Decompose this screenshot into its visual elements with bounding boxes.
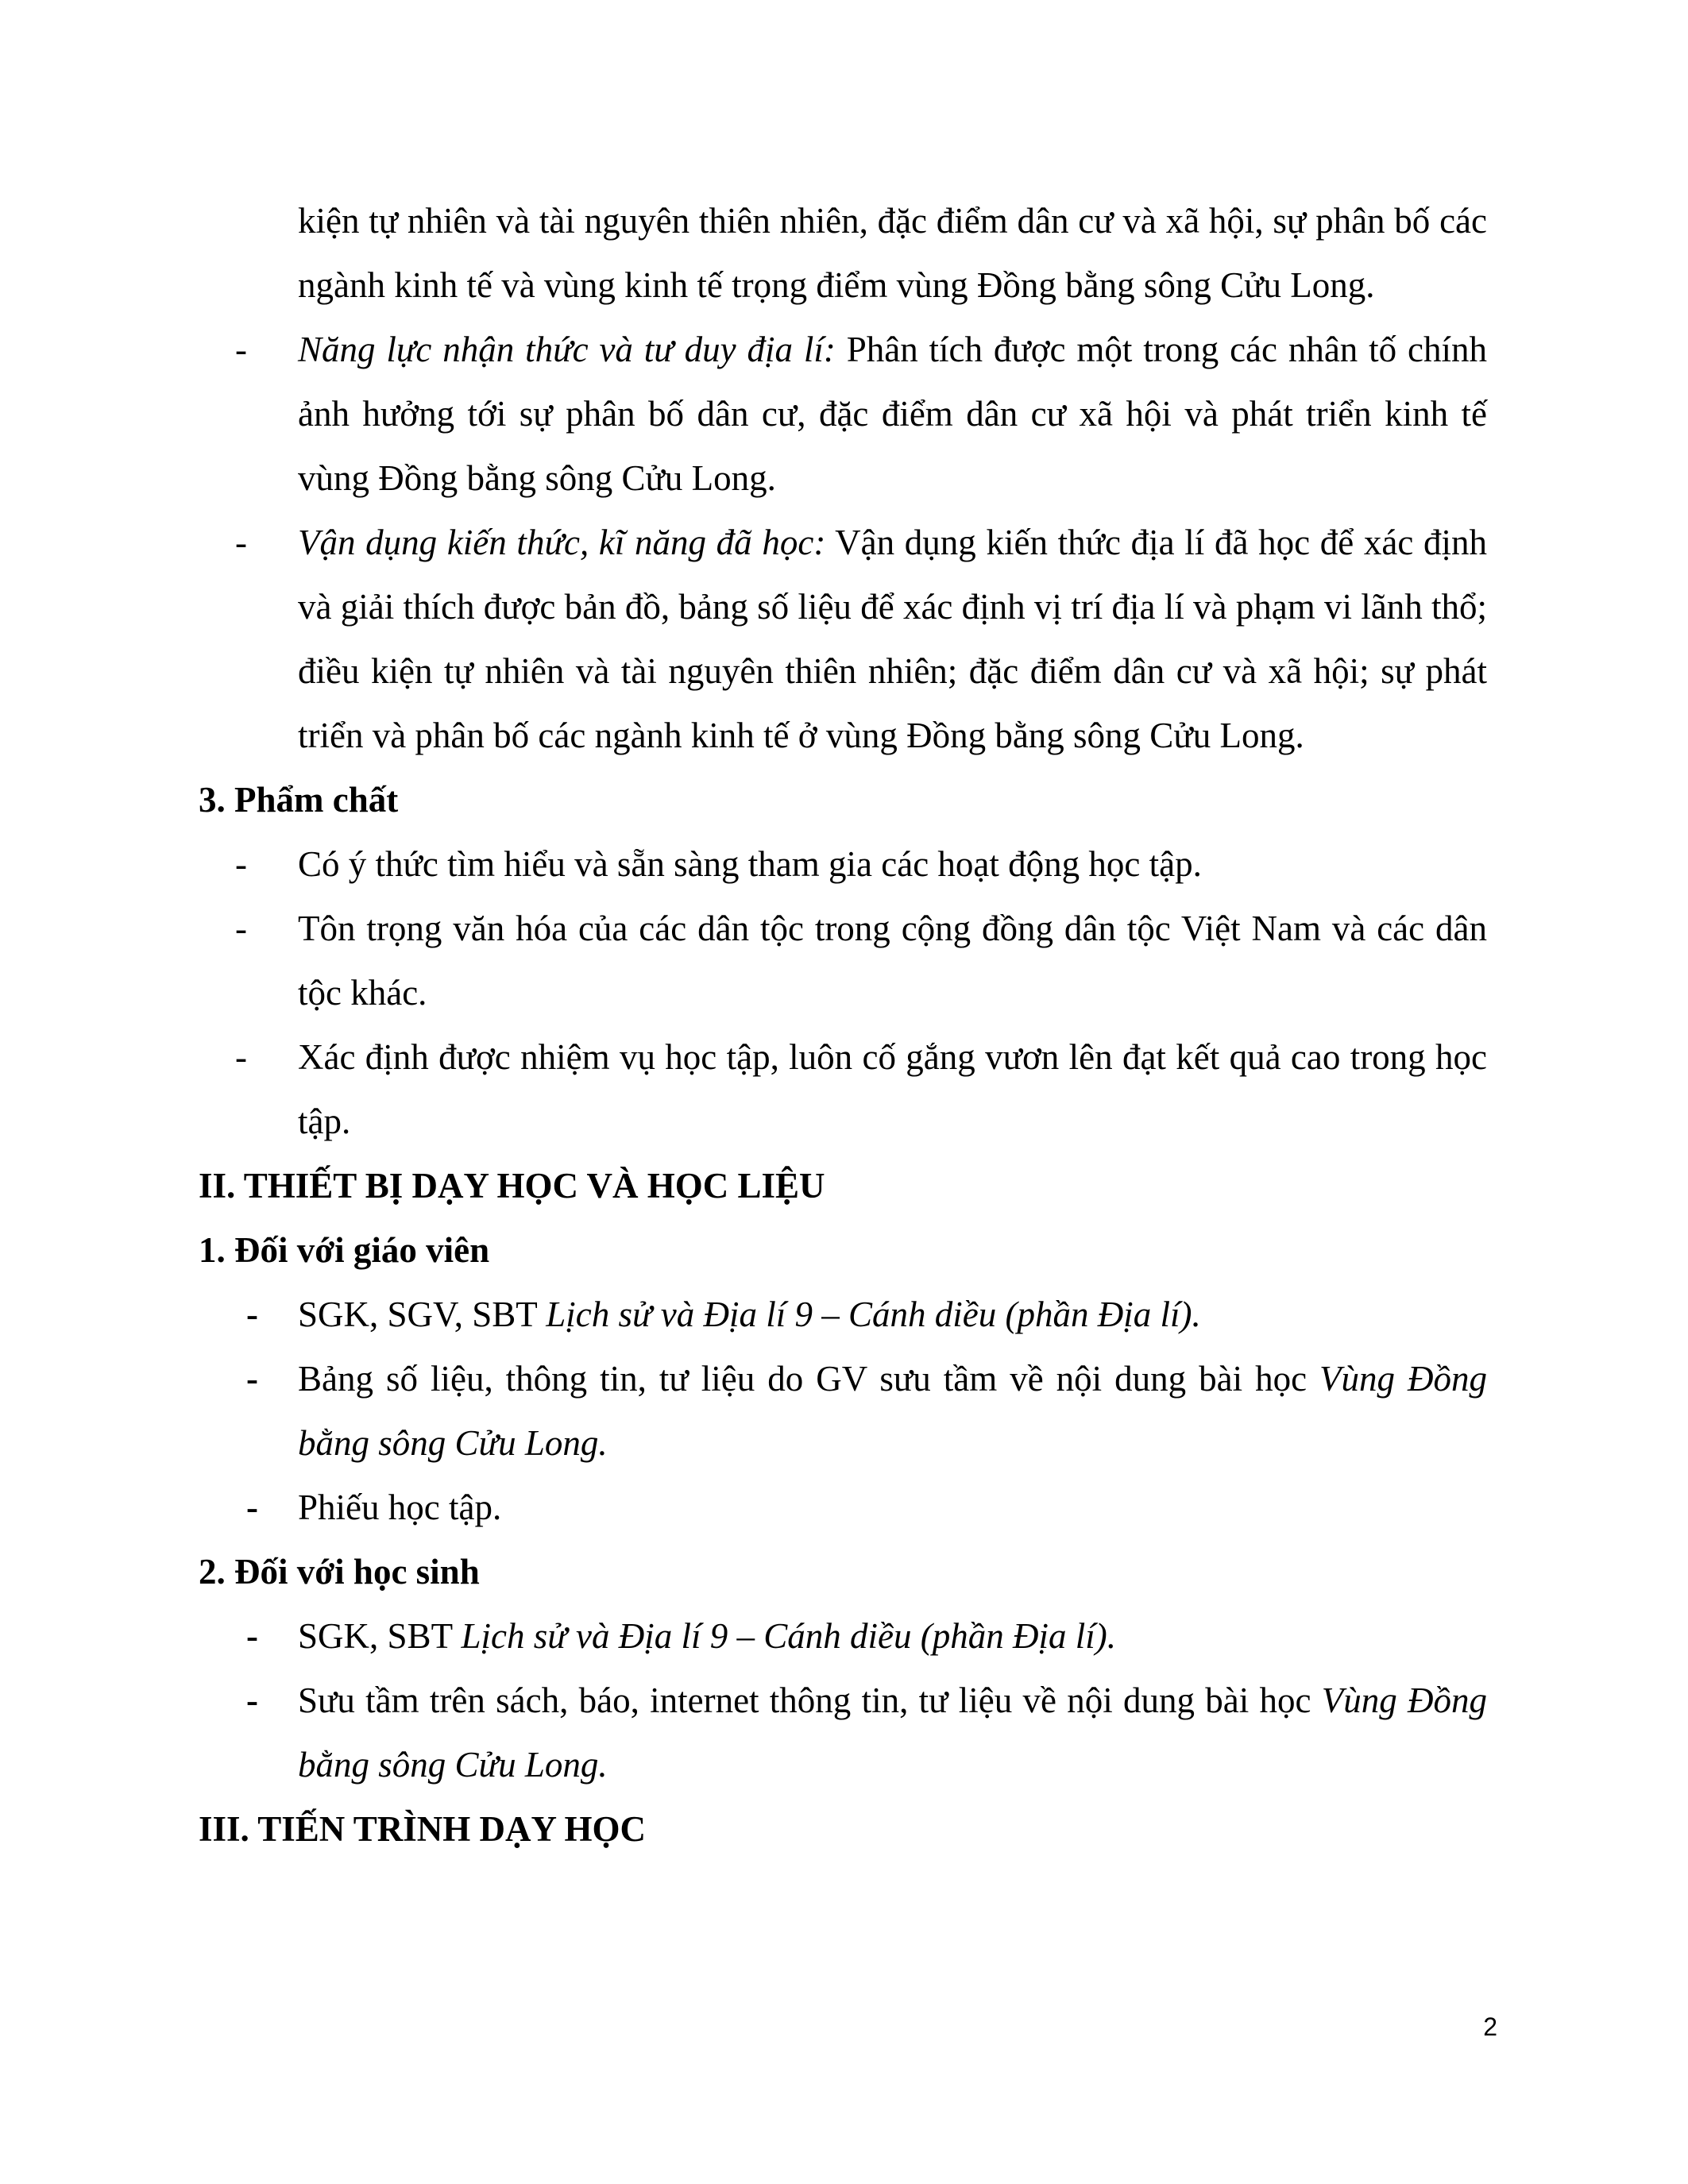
item-title-italic: Vùng Đồng bằng sông Cửu Long. (298, 1359, 1487, 1463)
list-dash: - (235, 330, 247, 369)
item-text: Sưu tầm trên sách, báo, internet thông tin, tư liệu về nội dung bài học (298, 1680, 1322, 1720)
list-dash: - (246, 1616, 258, 1656)
item-text: Phiếu học tập. (298, 1488, 502, 1527)
item-title-italic: Lịch sử và Địa lí 9 – Cánh diều (phần Địa lí). (461, 1616, 1117, 1656)
equipment-heading: II. THIẾT BỊ DẠY HỌC VÀ HỌC LIỆU (199, 1166, 825, 1206)
quality-item (199, 832, 1487, 897)
item-title-italic: Vùng Đồng bằng sông Cửu Long. (298, 1680, 1487, 1785)
list-dash: - (246, 1359, 258, 1399)
list-dash: - (235, 523, 247, 562)
page-number: 2 (1483, 2012, 1497, 2041)
student-item (199, 1604, 1487, 1669)
list-dash: - (246, 1488, 258, 1527)
quality-text: Có ý thức tìm hiểu và sẵn sàng tham gia các hoạt động học tập. (298, 844, 1202, 884)
quality-item (199, 897, 1487, 1025)
list-dash: - (235, 1037, 247, 1077)
student-heading: 2. Đối với học sinh (199, 1552, 480, 1592)
process-heading: III. TIẾN TRÌNH DẠY HỌC (199, 1809, 647, 1849)
intro-paragraph: kiện tự nhiên và tài nguyên thiên nhiên, đặc điểm dân cư và xã hội, sự phân bố các ngành kinh tế và vùng kinh tế trọng điểm vùng Đồng bằng sông Cửu Long. (298, 201, 1487, 305)
quality-text: Xác định được nhiệm vụ học tập, luôn cố gắng vươn lên đạt kết quả cao trong học tập. (298, 1037, 1487, 1141)
qualities-heading: 3. Phẩm chất (199, 780, 399, 820)
item-text: SGK, SBT (298, 1616, 462, 1656)
competency-item (199, 318, 1487, 511)
student-item (199, 1669, 1487, 1797)
quality-text: Tôn trọng văn hóa của các dân tộc trong cộng đồng dân tộc Việt Nam và các dân tộc khác. (298, 909, 1487, 1013)
list-dash: - (235, 844, 247, 884)
item-title-italic: Lịch sử và Địa lí 9 – Cánh diều (phần Địa lí). (546, 1295, 1201, 1334)
list-dash: - (246, 1680, 258, 1720)
page-content (199, 189, 1487, 1862)
competency-label: Vận dụng kiến thức, kĩ năng đã học: (298, 523, 826, 562)
competency-text: Vận dụng kiến thức địa lí đã học để xác định và giải thích được bản đồ, bảng số liệu để xác định vị trí địa lí và phạm vi lãnh thổ; điều kiện tự nhiên và tài nguyên thiên nhiên; đặc điểm dân cư và xã hội; sự phát triển và phân bố các ngành kinh tế ở vùng Đồng bằng sông Cửu Long. (298, 523, 1487, 755)
competency-label: Năng lực nhận thức và tư duy địa lí: (298, 330, 836, 369)
competency-text: Phân tích được một trong các nhân tố chính ảnh hưởng tới sự phân bố dân cư, đặc điểm dân cư xã hội và phát triển kinh tế vùng Đồng bằng sông Cửu Long. (298, 330, 1487, 498)
list-dash: - (235, 909, 247, 948)
item-text: Bảng số liệu, thông tin, tư liệu do GV sưu tầm về nội dung bài học (298, 1359, 1320, 1399)
teacher-heading: 1. Đối với giáo viên (199, 1230, 490, 1270)
competency-item (199, 511, 1487, 768)
quality-item (199, 1025, 1487, 1154)
teacher-item (199, 1347, 1487, 1476)
teacher-item (199, 1476, 1487, 1540)
item-text: SGK, SGV, SBT (298, 1295, 547, 1334)
list-dash: - (246, 1295, 258, 1334)
teacher-item (199, 1283, 1487, 1347)
